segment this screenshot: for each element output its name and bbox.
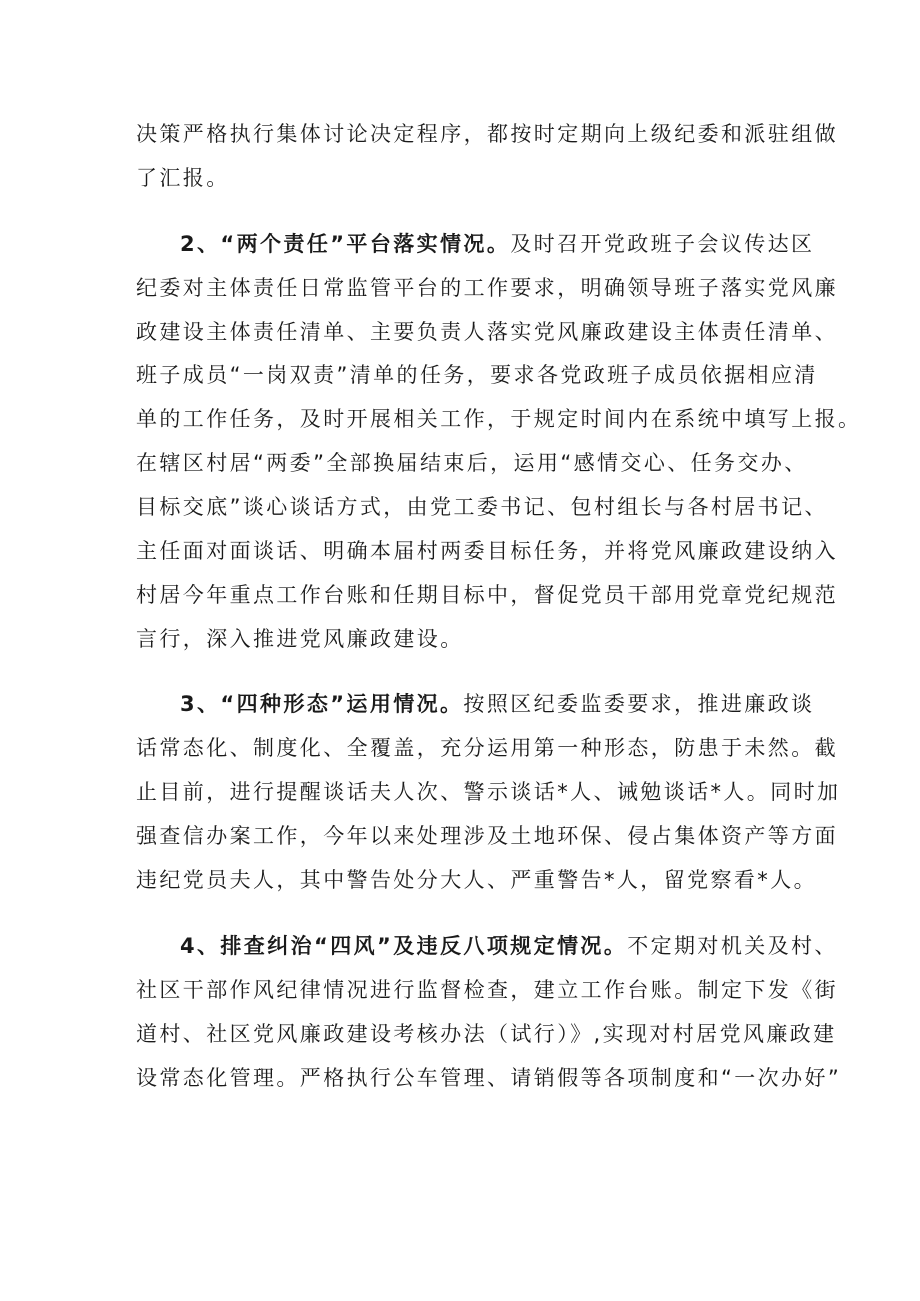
section2-line: 政建设主体责任清单、主要负责人落实党风廉政建设主体责任清单、 [136, 320, 838, 344]
section4-first-line-text: 不定期对机关及村、 [627, 934, 838, 958]
section2-line: 纪委对主体责任日常监管平台的工作要求，明确领导班子落实党风廉 [136, 276, 838, 300]
section2-first-line [180, 226, 815, 262]
section4-line: 社区干部作风纪律情况进行监督检查，建立工作台账。制定下发《街 [136, 978, 838, 1002]
section2-line: 村居今年重点工作台账和任期目标中，督促党员干部用党章党纪规范 [136, 583, 838, 607]
section2-line: 班子成员“一岗双责”清单的任务，要求各党政班子成员依据相应清 [136, 363, 818, 387]
section3-first-line [180, 686, 815, 722]
section2-first-line-text: 及时召开党政班子会议传达区 [510, 232, 815, 256]
section4-heading: 4、排查纠治“四风”及违反八项规定情况。 [180, 934, 628, 958]
section2-line: 主任面对面谈话、明确本届村两委目标任务，并将党风廉政建设纳入 [136, 539, 838, 563]
section2-line: 在辖区村居“两委”全部换届结束后，运用“感情交心、任务交办、 [136, 451, 808, 475]
section3-line: 止目前，进行提醒谈话夫人次、警示谈话*人、诫勉谈话*人。同时加 [136, 780, 841, 804]
section3-line: 违纪党员夫人，其中警告处分大人、严重警告*人，留党察看*人。 [136, 868, 817, 892]
section3-first-line-text: 按照区纪委监委要求，推进廉政谈 [463, 692, 815, 716]
section3-line: 话常态化、制度化、全覆盖，充分运用第一种形态，防患于未然。截 [136, 736, 838, 760]
section2-line: 单的工作任务，及时开展相关工作，于规定时间内在系统中填写上报。 [136, 407, 862, 431]
section3-heading: 3、“四种形态”运用情况。 [180, 692, 464, 716]
section2-line: 目标交底”谈心谈话方式，由党工委书记、包村组长与各村居书记、 [136, 495, 828, 519]
section4-line: 设常态化管理。严格执行公车管理、请销假等各项制度和“一次办好” [136, 1066, 842, 1090]
section3-line: 强查信办案工作，今年以来处理涉及土地环保、侵占集体资产等方面 [136, 824, 838, 848]
section2-heading: 2、“两个责任”平台落实情况。 [180, 232, 511, 256]
section4-first-line [180, 928, 838, 964]
continuation-line-1: 决策严格执行集体讨论决定程序，都按时定期向上级纪委和派驻组做 [136, 122, 838, 146]
section2-line: 言行，深入推进党风廉政建设。 [136, 627, 464, 651]
continuation-line-2: 了汇报。 [136, 166, 230, 190]
section4-line: 道村、社区党风廉政建设考核办法（试行）》,实现对村居党风廉政建 [136, 1022, 837, 1046]
